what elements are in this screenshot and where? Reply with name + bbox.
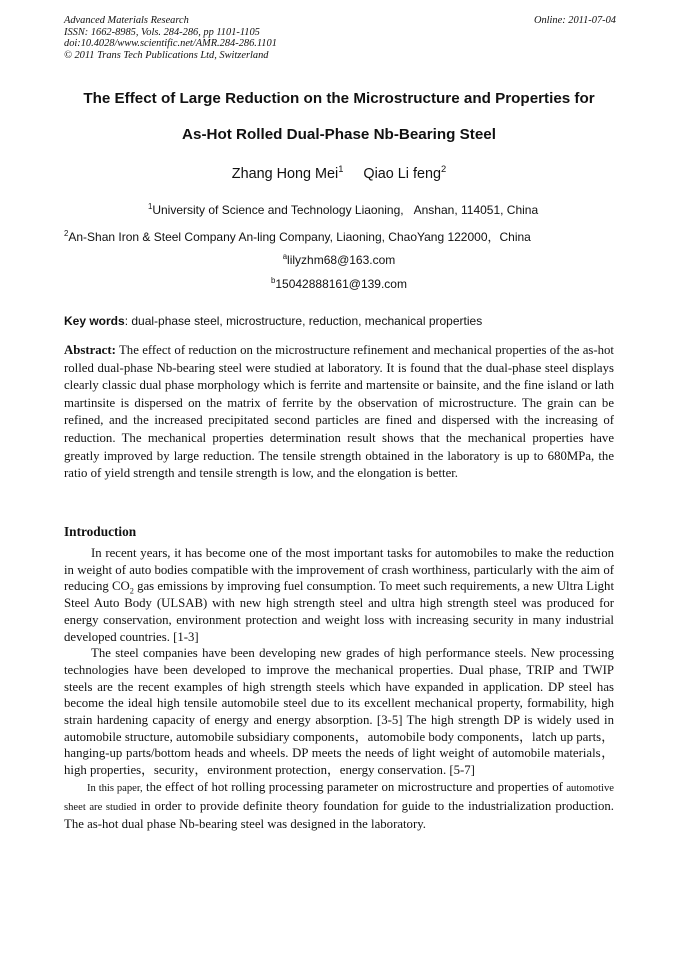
author-list (0, 166, 678, 182)
email-b (0, 277, 678, 291)
email-address: 15042888161@139.com (275, 277, 407, 291)
email-a (0, 253, 678, 267)
keywords-label: Key words (64, 314, 125, 328)
affiliation-superscript: 1 (148, 202, 153, 211)
copyright-line: © 2011 Trans Tech Publications Ltd, Switzerland (64, 49, 269, 61)
email-address: lilyzhm68@163.com (287, 253, 396, 267)
author-name: Zhang Hong Mei (231, 166, 339, 182)
keywords (64, 314, 616, 328)
abstract-text: The effect of reduction on the microstructure refinement and mechanical properties of the as-hot rolled dual-phase Nb-bearing steel were studied at laboratory. It is found that the dual-phase steel displays clearly classic dual phase morphology which is ferrite and martensite or bainsite, and the fine island or lath martinsite is dispersed on the matrix of ferrite by the observation of microstructure. The grain can be refined, and the increased precipitated second particles are fined and dispersed with the increasing of reduction. The mechanical properties determination result shows that the mechanical properties have greatly improved by large reduction. The tensile strength obtained in the laboratory is up to 680MPa, the ratio of yield strength and tensile strength is low, and the elongation is better. (64, 343, 614, 481)
paper-title-line-2: As-Hot Rolled Dual-Phase Nb-Bearing Steel (182, 126, 496, 143)
doi-line: doi:10.4028/www.scientific.net/AMR.284-286.1101 (64, 38, 277, 50)
paper-title-line-1: The Effect of Large Reduction on the Microstructure and Properties for (83, 90, 595, 107)
paragraph-text: in order to provide definite theory foundation for guide to the industrialization production. The as-hot dual phase Nb-bearing steel was designed in the laboratory. (64, 798, 614, 832)
section-heading-introduction: Introduction (64, 524, 137, 539)
abstract-label: Abstract: (64, 343, 116, 357)
email-superscript: a (282, 252, 288, 261)
author-superscript: 2 (441, 164, 447, 175)
paragraph-text: gas emissions by improving fuel consumption. To meet such requirements, a new Ultra Light Steel Auto Body (ULSAB) with new high strength steel and ultra high strength steel was produced for energy conservation, environment protection and weight loss with increasing security in many industrial developed countries. [1-3] (64, 579, 614, 644)
journal-name: Advanced Materials Research (64, 15, 189, 26)
paragraph-text: In recent years, it has become one of the most important tasks for automobiles to make the reduction in weight of auto bodies compatible with the improvement of crash worthiness, particularly with the aim of reducing CO (64, 546, 614, 594)
online-date: Online: 2011-07-04 (533, 15, 616, 26)
affiliation-text: An-Shan Iron & Steel Company An-ling Company, Liaoning, ChaoYang 122000，China (68, 230, 531, 244)
subscript: 2 (129, 586, 134, 596)
affiliation-text: University of Science and Technology Liaoning, Anshan, 114051, China (152, 203, 539, 217)
paragraph-text: the effect of hot rolling processing parameter on microstructure and properties of (142, 779, 567, 794)
paragraph (64, 779, 614, 833)
author-superscript: 1 (338, 164, 344, 175)
affiliation-1 (148, 203, 538, 217)
journal-header (64, 15, 616, 61)
paragraph-text-small: automotive sheet are studied (64, 782, 614, 813)
keywords-text: : dual-phase steel, microstructure, reduction, mechanical properties (124, 314, 483, 328)
email-superscript: b (271, 276, 276, 285)
affiliation-superscript: 2 (64, 229, 69, 238)
paragraph-text-small: In this paper, (87, 782, 143, 794)
abstract (64, 342, 614, 483)
paragraph (64, 545, 614, 645)
introduction-body (64, 545, 614, 833)
author-name: Qiao Li feng (363, 166, 441, 182)
affiliation-2 (64, 228, 531, 245)
paragraph: The steel companies have been developing new grades of high performance steels. New processing technologies have been developed to improve the mechanical properties. Dual phase, TRIP and TWIP steels are the recent examples of high strength steels which have expanded in application. DP steel has become the ideal high tensile automobile steel due to its excellent mechanical property, formability, high strain hardening capacity of energy and energy absorption. [3-5] The high strength DP is widely used in automobile structure, automobile subsidiary components，automobile body components，latch up parts，hanging-up parts/bottom heads and wheels. DP meets the needs of light weight of automobile materials，high properties，security，environment protection，energy conservation. [5-7] (64, 646, 614, 778)
issn-line: ISSN: 1662-8985, Vols. 284-286, pp 1101-1105 (64, 26, 260, 38)
